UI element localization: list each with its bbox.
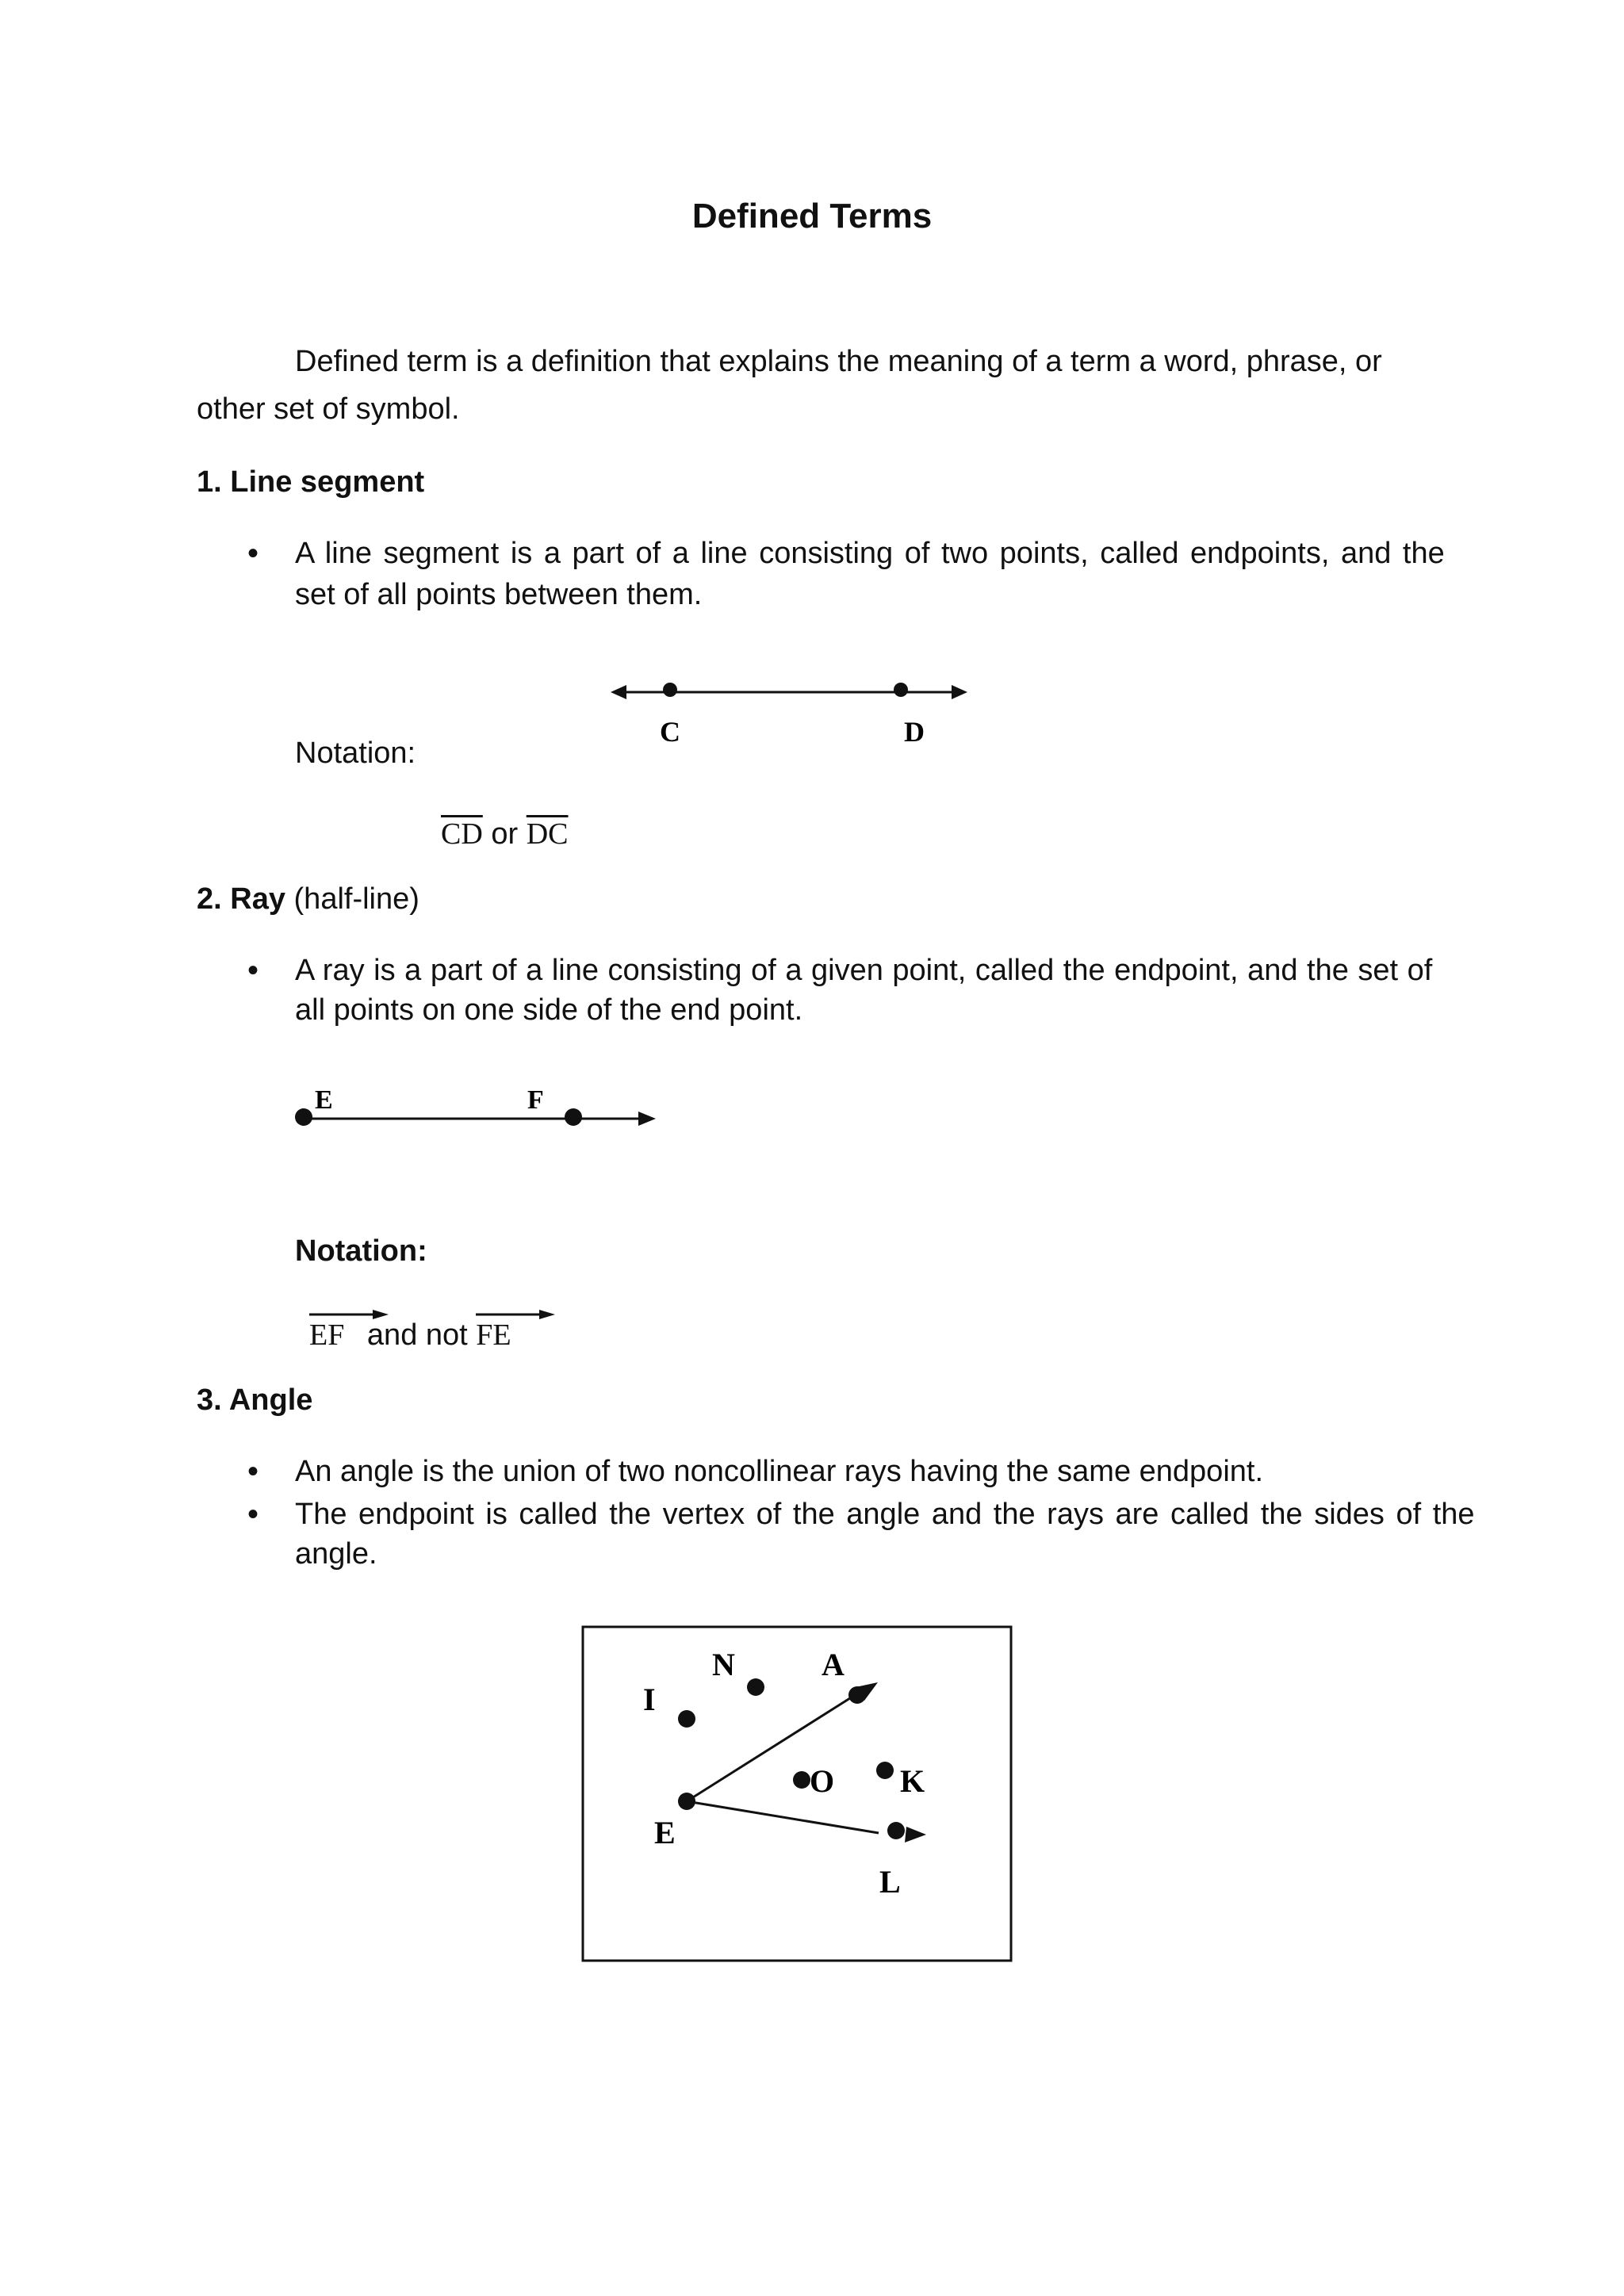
label-i: I xyxy=(643,1682,656,1717)
angle-definition-2-line-2: angle. xyxy=(295,1537,377,1571)
line-segment-notation xyxy=(441,813,569,855)
label-e: E xyxy=(315,1085,333,1115)
point-e xyxy=(678,1793,695,1810)
page-title: Defined Terms xyxy=(691,197,933,235)
ray-figure xyxy=(289,1082,662,1138)
label-o: O xyxy=(810,1763,835,1799)
ray-definition-line-1: A ray is a part of a line consisting of a given point, called the endpoint, and the set of xyxy=(295,954,1433,987)
intro-line-2: other set of symbol. xyxy=(197,392,460,426)
notation-connector: or xyxy=(491,817,519,851)
line-segment-definition-line-1: A line segment is a part of a line consisting of two points, called endpoints, and the xyxy=(295,537,1445,570)
bullet-marker: • xyxy=(247,536,259,571)
ray-heading-rest: (half-line) xyxy=(293,882,419,916)
ray-ef-symbol xyxy=(309,1314,344,1356)
point-e xyxy=(295,1108,312,1126)
bullet-marker: • xyxy=(247,1454,259,1489)
point-n xyxy=(747,1678,764,1696)
point-k xyxy=(876,1762,894,1779)
line-segment-definition-line-2: set of all points between them. xyxy=(295,578,703,611)
vector-arrow-icon xyxy=(476,1310,555,1319)
point-l xyxy=(887,1822,905,1839)
point-a xyxy=(848,1686,866,1704)
bullet-marker: • xyxy=(247,1497,259,1532)
ray-arrowhead-icon xyxy=(638,1112,656,1126)
ray-heading-bold: 2. Ray xyxy=(197,882,285,916)
point-c xyxy=(663,683,677,697)
segment-cd-symbol: $\overline{CD}$ xyxy=(441,817,483,851)
line-segment-figure xyxy=(611,670,967,757)
angle-figure xyxy=(581,1625,1013,1962)
section-heading-angle: 3. Angle xyxy=(197,1383,313,1417)
intro-line-1: Defined term is a definition that explains the meaning of a term a word, phrase, or xyxy=(295,345,1382,378)
point-f xyxy=(565,1108,582,1126)
label-c: C xyxy=(660,716,680,748)
section-heading-ray xyxy=(197,878,419,920)
vector-arrow-icon xyxy=(309,1310,389,1319)
label-n: N xyxy=(712,1647,735,1682)
label-a: A xyxy=(822,1647,845,1682)
point-i xyxy=(678,1710,695,1728)
ray-definition-line-2: all points on one side of the end point. xyxy=(295,993,803,1027)
figure-frame xyxy=(583,1627,1011,1961)
label-e: E xyxy=(654,1815,676,1850)
ray-notation-connector: and not xyxy=(366,1318,468,1352)
ray-fe-text: FE xyxy=(476,1318,511,1352)
right-arrowhead-icon xyxy=(952,685,967,699)
label-l: L xyxy=(879,1864,901,1900)
ray-fe-symbol xyxy=(476,1314,511,1356)
section-heading-line-segment: 1. Line segment xyxy=(197,465,425,499)
label-f: F xyxy=(527,1085,544,1115)
ray-ef-text: EF xyxy=(309,1318,345,1352)
line-segment-notation-label: Notation: xyxy=(295,737,416,770)
label-d: D xyxy=(904,716,925,748)
point-o xyxy=(793,1771,810,1789)
ray-notation-label: Notation: xyxy=(295,1234,427,1268)
ray-notation xyxy=(309,1314,511,1356)
bullet-marker: • xyxy=(247,953,259,988)
point-d xyxy=(894,683,908,697)
angle-definition-2-line-1: The endpoint is called the vertex of the angle and the rays are called the sides of the xyxy=(295,1498,1475,1531)
angle-definition-1: An angle is the union of two noncollinear rays having the same endpoint. xyxy=(295,1455,1264,1488)
segment-dc-symbol: $\overline{DC}$ xyxy=(526,817,569,851)
label-k: K xyxy=(900,1763,925,1799)
left-arrowhead-icon xyxy=(611,685,626,699)
